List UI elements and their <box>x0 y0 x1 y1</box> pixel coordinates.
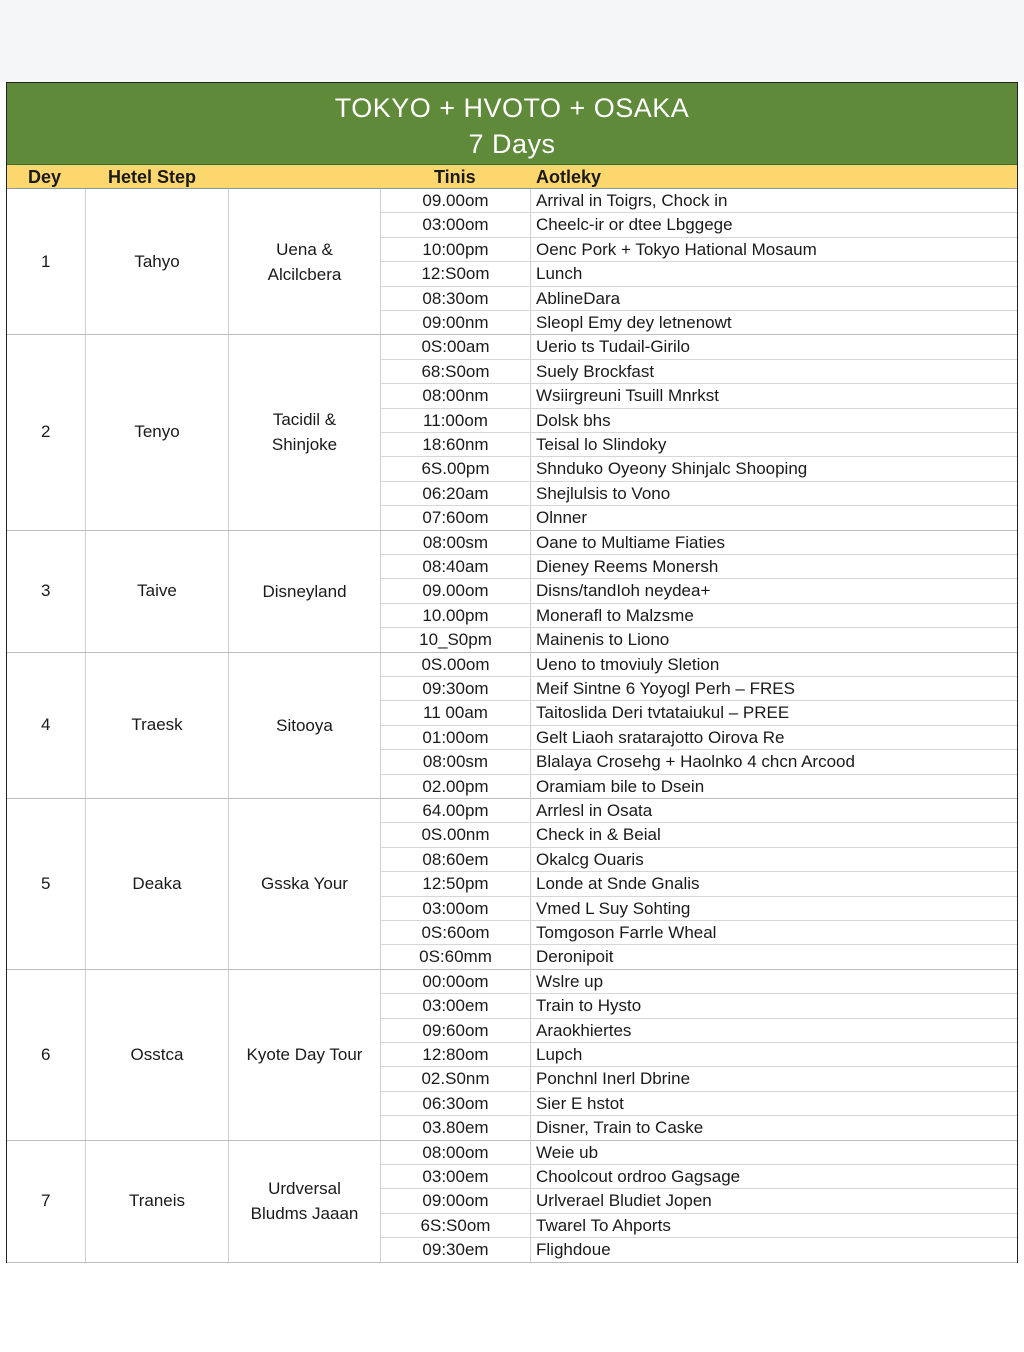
header-hotel-stop: Hetel Step <box>108 167 197 187</box>
table-row <box>381 799 1017 823</box>
time-cell: 09.00om <box>381 189 531 212</box>
activity-cell: Lupch <box>536 1044 583 1064</box>
stop-line-1: Urdversal <box>268 1179 341 1199</box>
time-cell: 11:00om <box>381 409 531 432</box>
time-cell: 09:00nm <box>381 311 531 335</box>
time-cell: 09:30em <box>381 1238 531 1262</box>
table-row <box>381 677 1017 701</box>
table-row <box>381 360 1017 384</box>
hotel-name: Traesk <box>86 653 229 798</box>
activity-cell: AblineDara <box>536 288 621 308</box>
activity-cell: Olnner <box>536 508 588 528</box>
schedule-rows <box>381 970 1017 1140</box>
header-activity: Aotleky <box>536 167 602 187</box>
table-row <box>381 994 1017 1018</box>
activity-cell: Ponchnl Inerl Dbrine <box>536 1069 691 1089</box>
table-row <box>381 726 1017 750</box>
itinerary-table <box>7 189 1017 1263</box>
time-cell: 12:50pm <box>381 872 531 895</box>
activity-cell: Oramiam bile to Dsein <box>536 776 705 796</box>
day-number: 1 <box>7 189 86 334</box>
stop-name <box>229 653 381 798</box>
top-margin <box>0 0 1024 82</box>
table-row <box>381 555 1017 579</box>
table-row <box>381 1116 1017 1140</box>
time-cell: 11 00am <box>381 701 531 724</box>
activity-cell: Disner, Train to Caske <box>536 1118 704 1138</box>
table-row <box>381 189 1017 213</box>
activity-cell: Cheelc-ir or dtee Lbggege <box>536 215 733 235</box>
table-row <box>381 384 1017 408</box>
table-row <box>381 970 1017 994</box>
table-row <box>381 531 1017 555</box>
activity-cell: Train to Hysto <box>536 996 642 1016</box>
time-cell: 09:60om <box>381 1019 531 1042</box>
table-row <box>381 1092 1017 1116</box>
table-row <box>381 872 1017 896</box>
table-row <box>381 287 1017 311</box>
time-cell: 09:00om <box>381 1189 531 1212</box>
hotel-name: Taive <box>86 531 229 652</box>
schedule-rows <box>381 531 1017 652</box>
stop-line-1: Sitooya <box>276 715 333 735</box>
table-row <box>381 409 1017 433</box>
hotel-name: Traneis <box>86 1141 229 1262</box>
day-number: 6 <box>7 970 86 1140</box>
day-block <box>7 1141 1017 1263</box>
time-cell: 6S.00pm <box>381 457 531 480</box>
table-row <box>381 701 1017 725</box>
activity-cell: Mainenis to Liono <box>536 630 670 650</box>
activity-cell: Oane to Multiame Fiaties <box>536 532 725 552</box>
activity-cell: Gelt Liaoh sratarajotto Oirova Re <box>536 727 785 747</box>
activity-cell: Vmed L Suy Sohting <box>536 898 691 918</box>
activity-cell: Lunch <box>536 264 583 284</box>
activity-cell: Twarel To Ahports <box>536 1215 671 1235</box>
activity-cell: Check in & Beial <box>536 825 661 845</box>
schedule-rows <box>381 189 1017 334</box>
activity-cell: Londe at Snde Gnalis <box>536 874 700 894</box>
table-row <box>381 262 1017 286</box>
activity-cell: Arrival in Toigrs, Chock in <box>536 191 728 210</box>
stop-name <box>229 799 381 969</box>
table-header <box>7 164 1017 189</box>
table-row <box>381 848 1017 872</box>
table-row <box>381 506 1017 530</box>
activity-cell: Dieney Reems Monersh <box>536 556 719 576</box>
stop-line-1: Gsska Your <box>261 874 348 894</box>
activity-cell: Sleopl Emy dey letnenowt <box>536 312 732 332</box>
schedule-rows <box>381 1141 1017 1262</box>
time-cell: 01:00om <box>381 726 531 749</box>
stop-line-1: Tacidil & <box>272 410 337 430</box>
time-cell: 00:00om <box>381 970 531 993</box>
stop-line-2: Alcilcbera <box>267 264 342 284</box>
time-cell: 08:60em <box>381 848 531 871</box>
activity-cell: Urlverael Bludiet Jopen <box>536 1191 712 1211</box>
time-cell: 06:30om <box>381 1092 531 1115</box>
time-cell: 08:00nm <box>381 384 531 407</box>
table-row <box>381 1043 1017 1067</box>
day-block <box>7 799 1017 970</box>
activity-cell: Disns/tandIoh neydea+ <box>536 581 711 601</box>
day-block <box>7 189 1017 335</box>
schedule-rows <box>381 653 1017 798</box>
hotel-name: Tahyo <box>86 189 229 334</box>
activity-cell: Monerafl to Malzsme <box>536 605 694 625</box>
day-number: 3 <box>7 531 86 652</box>
activity-cell: Teisal lo Slindoky <box>536 434 667 454</box>
time-cell: 03.80em <box>381 1116 531 1140</box>
hotel-name: Deaka <box>86 799 229 969</box>
time-cell: 06:20am <box>381 482 531 505</box>
day-number: 5 <box>7 799 86 969</box>
table-row <box>381 482 1017 506</box>
time-cell: 64.00pm <box>381 799 531 822</box>
time-cell: 03:00em <box>381 1165 531 1188</box>
hotel-name: Osstca <box>86 970 229 1140</box>
time-cell: 07:60om <box>381 506 531 530</box>
time-cell: 18:60nm <box>381 433 531 456</box>
stop-line-1: Disneyland <box>262 581 347 601</box>
activity-cell: Shnduko Oyeony Shinjalc Shooping <box>536 459 808 479</box>
time-cell: 09:30om <box>381 677 531 700</box>
time-cell: 08:40am <box>381 555 531 578</box>
activity-cell: Sier E hstot <box>536 1093 624 1113</box>
time-cell: 0S:60om <box>381 921 531 944</box>
title-line-2: 7 Days <box>468 129 556 159</box>
table-row <box>381 1165 1017 1189</box>
day-block <box>7 653 1017 799</box>
itinerary-sheet <box>6 82 1018 1263</box>
table-row <box>381 823 1017 847</box>
time-cell: 0S.00om <box>381 653 531 676</box>
stop-name <box>229 531 381 652</box>
time-cell: 10_S0pm <box>381 628 531 652</box>
activity-cell: Arrlesl in Osata <box>536 800 653 820</box>
time-cell: 02.00pm <box>381 775 531 799</box>
hotel-name: Tenyo <box>86 335 229 529</box>
table-row <box>381 921 1017 945</box>
activity-cell: Okalcg Ouaris <box>536 849 644 869</box>
time-cell: 03:00em <box>381 994 531 1017</box>
stop-line-2: Shinjoke <box>271 435 338 455</box>
table-row <box>381 1019 1017 1043</box>
activity-cell: Weie ub <box>536 1142 599 1162</box>
time-cell: 08:00om <box>381 1141 531 1164</box>
stop-line-2: Bludms Jaaan <box>250 1204 359 1224</box>
time-cell: 08:30om <box>381 287 531 310</box>
time-cell: 6S:S0om <box>381 1214 531 1237</box>
table-row <box>381 1214 1017 1238</box>
activity-cell: Taitoslida Deri tvtataiukul – PREE <box>536 703 790 723</box>
time-cell: 03:00om <box>381 897 531 920</box>
time-cell: 0S:60mm <box>381 945 531 969</box>
table-row <box>381 897 1017 921</box>
table-row <box>381 1141 1017 1165</box>
table-row <box>381 1238 1017 1262</box>
table-row <box>381 433 1017 457</box>
activity-cell: Deronipoit <box>536 947 614 967</box>
table-row <box>381 945 1017 969</box>
time-cell: 08:00sm <box>381 750 531 773</box>
table-row <box>381 457 1017 481</box>
header-day: Dey <box>28 167 62 187</box>
activity-cell: Choolcout ordroo Gagsage <box>536 1166 741 1186</box>
activity-cell: Wslre up <box>536 971 604 991</box>
table-row <box>381 750 1017 774</box>
activity-cell: Shejlulsis to Vono <box>536 483 671 503</box>
stop-name <box>229 1141 381 1262</box>
time-cell: 03:00om <box>381 213 531 236</box>
day-number: 4 <box>7 653 86 798</box>
time-cell: 12:80om <box>381 1043 531 1066</box>
time-cell: 10.00pm <box>381 604 531 627</box>
activity-cell: Flighdoue <box>536 1240 611 1260</box>
time-cell: 68:S0om <box>381 360 531 383</box>
table-row <box>381 1067 1017 1091</box>
day-block <box>7 970 1017 1141</box>
table-row <box>381 238 1017 262</box>
time-cell: 12:S0om <box>381 262 531 285</box>
time-cell: 08:00sm <box>381 531 531 554</box>
activity-cell: Uerio ts Tudail-Girilo <box>536 337 690 357</box>
itinerary-title <box>7 83 1017 164</box>
table-row <box>381 628 1017 652</box>
table-row <box>381 604 1017 628</box>
table-row <box>381 335 1017 359</box>
activity-cell: Suely Brockfast <box>536 361 655 381</box>
day-block <box>7 531 1017 653</box>
table-row <box>381 579 1017 603</box>
activity-cell: Tomgoson Farrle Wheal <box>536 922 717 942</box>
table-row <box>381 1189 1017 1213</box>
table-row <box>381 311 1017 335</box>
schedule-rows <box>381 335 1017 529</box>
table-row <box>381 775 1017 799</box>
table-row <box>381 213 1017 237</box>
activity-cell: Meif Sintne 6 Yoyogl Perh – FRES <box>536 678 795 698</box>
stop-line-1: Uena & <box>276 239 333 259</box>
day-number: 7 <box>7 1141 86 1262</box>
time-cell: 0S:00am <box>381 335 531 358</box>
activity-cell: Oenc Pork + Tokyo Hational Mosaum <box>536 239 817 259</box>
stop-name <box>229 335 381 529</box>
activity-cell: Blalaya Crosehg + Haolnko 4 chcn Arcood <box>536 752 855 772</box>
schedule-rows <box>381 799 1017 969</box>
title-line-1: TOKYO + HVOTO + OSAKA <box>334 93 690 123</box>
stop-line-1: Kyote Day Tour <box>246 1045 363 1065</box>
time-cell: 10:00pm <box>381 238 531 261</box>
time-cell: 0S.00nm <box>381 823 531 846</box>
stop-name <box>229 970 381 1140</box>
time-cell: 09.00om <box>381 579 531 602</box>
activity-cell: Ueno to tmoviuly Sletion <box>536 654 720 674</box>
day-number: 2 <box>7 335 86 529</box>
activity-cell: Wsiirgreuni Tsuill Mnrkst <box>536 386 719 406</box>
table-row <box>381 653 1017 677</box>
header-time: Tinis <box>434 167 476 187</box>
activity-cell: Araokhiertes <box>536 1020 632 1040</box>
time-cell: 02.S0nm <box>381 1067 531 1090</box>
activity-cell: Dolsk bhs <box>536 410 611 430</box>
day-block <box>7 335 1017 530</box>
stop-name <box>229 189 381 334</box>
